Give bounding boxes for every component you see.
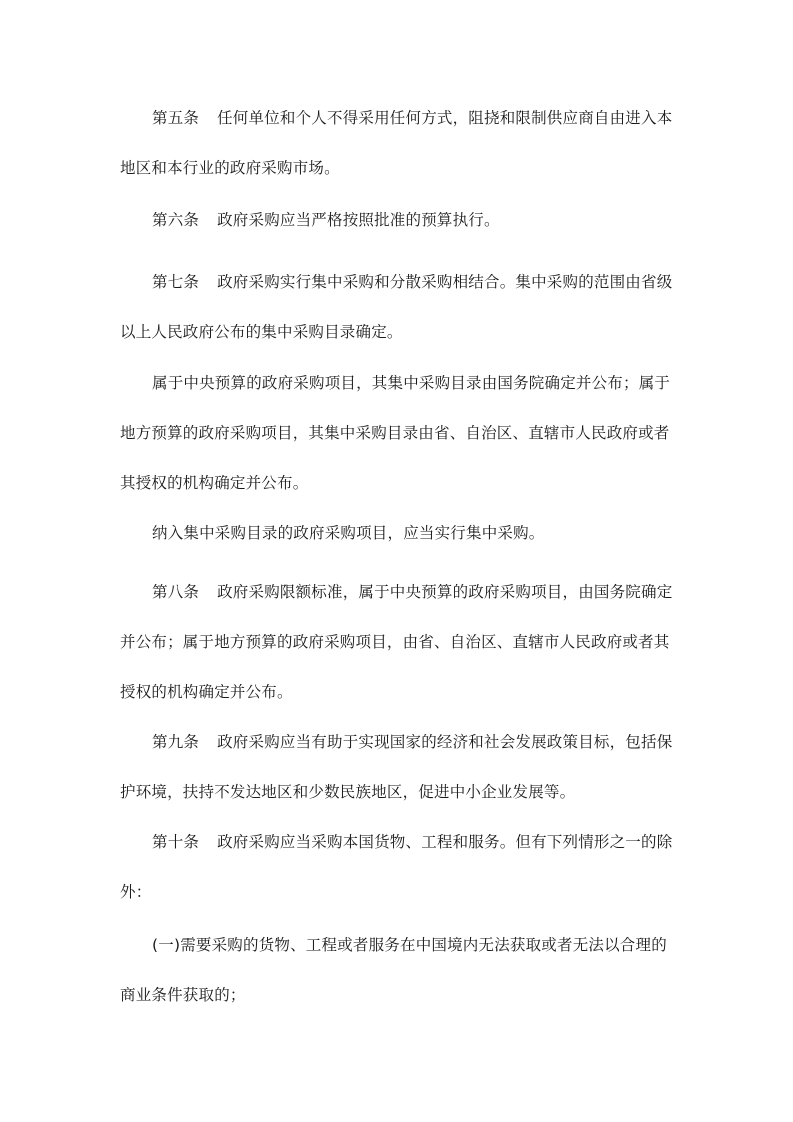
paragraph-text: 政府采购应当采购本国货物、工程和服务。但有下列情形之一的除外：	[120, 833, 673, 901]
paragraph-text: (一)需要采购的货物、工程或者服务在中国境内无法获取或者无法以合理的商业条件获取的；	[120, 936, 667, 1004]
paragraph-article-10	[120, 817, 680, 917]
article-number: 第九条	[152, 733, 200, 751]
article-number: 第八条	[152, 583, 200, 601]
paragraph-article-5	[120, 93, 680, 193]
paragraph-text: 属于中央预算的政府采购项目，其集中采购目录由国务院确定并公布；属于地方预算的政府采购项目，其集中采购目录由省、自治区、直辖市人民政府或者其授权的机构确定并公布。	[120, 374, 671, 492]
article-number: 第十条	[152, 833, 200, 851]
article-number: 第七条	[152, 273, 200, 291]
paragraph-text: 政府采购应当有助于实现国家的经济和社会发展政策目标，包括保护环境，扶持不发达地区和少数民族地区，促进中小企业发展等。	[120, 733, 673, 801]
paragraph-text: 政府采购应当严格按照批准的预算执行。	[217, 211, 500, 229]
paragraph-item-1	[120, 920, 680, 1020]
paragraph-centralized-catalog	[120, 508, 680, 558]
paragraph-article-8	[120, 567, 680, 717]
paragraph-article-7	[120, 257, 680, 357]
article-number: 第六条	[152, 211, 200, 229]
paragraph-central-budget	[120, 358, 680, 508]
paragraph-text: 纳入集中采购目录的政府采购项目，应当实行集中采购。	[152, 524, 545, 542]
paragraph-text: 任何单位和个人不得采用任何方式，阻挠和限制供应商自由进入本地区和本行业的政府采购市场。	[120, 109, 673, 177]
paragraph-text: 政府采购限额标准，属于中央预算的政府采购项目，由国务院确定并公布；属于地方预算的政府采购项目，由省、自治区、直辖市人民政府或者其授权的机构确定并公布。	[120, 583, 673, 701]
article-number: 第五条	[152, 109, 200, 127]
paragraph-article-6	[120, 195, 680, 245]
paragraph-text: 政府采购实行集中采购和分散采购相结合。集中采购的范围由省级以上人民政府公布的集中采购目录确定。	[120, 273, 673, 341]
paragraph-article-9	[120, 717, 680, 817]
